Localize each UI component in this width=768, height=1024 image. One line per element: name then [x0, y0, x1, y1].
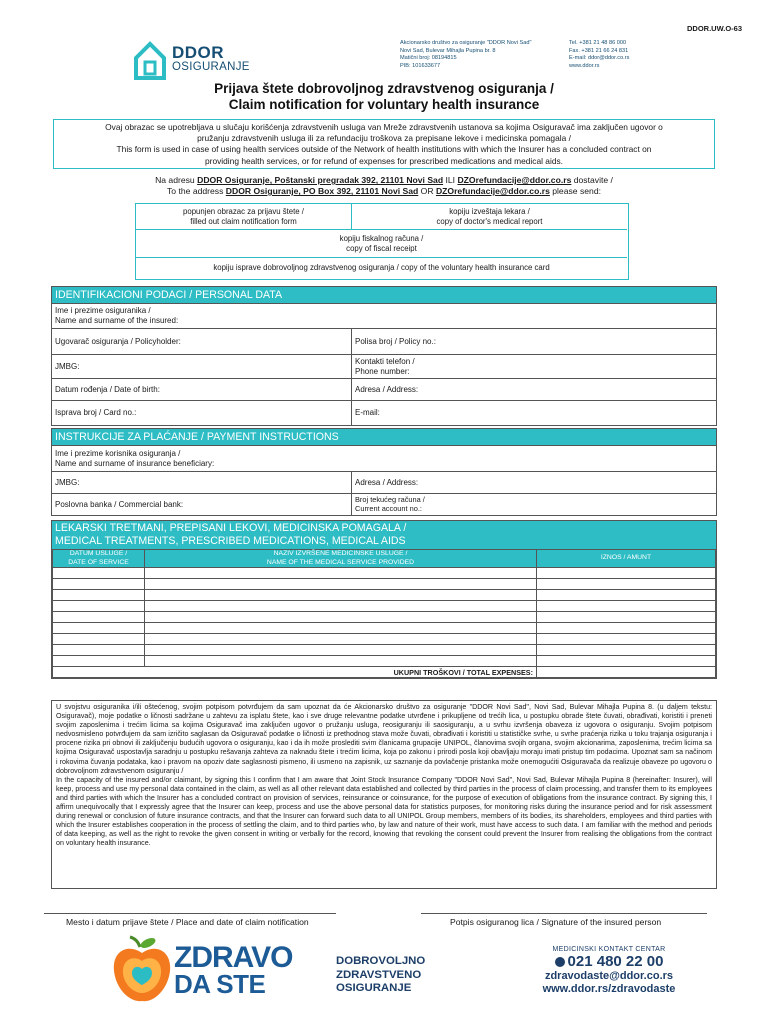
- section-heading: INSTRUKCIJE ZA PLAĆANJE / PAYMENT INSTRUCTIONS: [52, 429, 716, 445]
- doc-medical-report: [352, 204, 627, 230]
- zdravo-da-ste-logo: [174, 941, 293, 999]
- section-heading: IDENTIFIKACIONI PODACI / PERSONAL DATA: [52, 287, 716, 303]
- label: Polisa broj / Policy no.:: [355, 336, 436, 346]
- service-cell[interactable]: [145, 568, 537, 579]
- text: copy of fiscal receipt: [346, 243, 417, 253]
- date-cell[interactable]: [53, 579, 145, 590]
- center-website[interactable]: www.ddor.rs/zdravodaste: [542, 983, 676, 995]
- date-cell[interactable]: [53, 634, 145, 645]
- beneficiary-jmbg-field[interactable]: [52, 472, 352, 493]
- amount-cell[interactable]: [537, 645, 716, 656]
- text: please send:: [549, 186, 601, 196]
- date-cell[interactable]: [53, 601, 145, 612]
- label-line: ZDRAVSTVENO: [336, 968, 422, 981]
- service-cell[interactable]: [145, 590, 537, 601]
- table-row[interactable]: [53, 568, 716, 579]
- medical-contact-center: [534, 946, 684, 996]
- service-cell[interactable]: [145, 601, 537, 612]
- form-title-sr: Prijava štete dobrovoljnog zdravstvenog osiguranja /: [214, 81, 554, 96]
- table-row[interactable]: [53, 656, 716, 667]
- service-cell[interactable]: [145, 656, 537, 667]
- label: Adresa / Address:: [355, 384, 419, 394]
- text: dostavite /: [571, 175, 613, 185]
- section-heading: [52, 521, 716, 549]
- apple-heart-logo-icon: [110, 935, 174, 1007]
- beneficiary-address-field[interactable]: [352, 472, 716, 493]
- label: Adresa / Address:: [355, 477, 419, 487]
- label: Ime i prezime osiguranika /: [55, 306, 151, 315]
- refund-email-link[interactable]: DZOrefundacije@ddor.co.rs: [457, 175, 572, 185]
- logo-line: DA STE: [174, 969, 266, 999]
- amount-cell[interactable]: [537, 634, 716, 645]
- table-row[interactable]: [53, 579, 716, 590]
- email-field[interactable]: [352, 401, 716, 425]
- center-phone[interactable]: [534, 953, 684, 970]
- address-line: Akcionarsko društvo za osiguranje "DDOR Novi Sad": [400, 40, 532, 46]
- label: JMBG:: [55, 477, 80, 487]
- text: OR: [418, 186, 436, 196]
- text: To the address: [167, 186, 226, 196]
- total-label: UKUPNI TROŠKOVI / TOTAL EXPENSES:: [53, 667, 537, 678]
- contact-line: Tel. +381 21 48 86 000: [569, 40, 627, 46]
- date-cell[interactable]: [53, 612, 145, 623]
- place-date-line[interactable]: [44, 913, 336, 914]
- label: Name and surname of insurance beneficiary:: [55, 458, 215, 468]
- logo-sub: OSIGURANJE: [172, 61, 250, 73]
- policyholder-field[interactable]: [52, 329, 352, 354]
- text: kopiju fiskalnog računa /: [339, 233, 424, 243]
- insured-name-field[interactable]: [52, 304, 716, 328]
- payment-section: [51, 428, 717, 516]
- label: Ime i prezime korisnika osiguranja /: [55, 448, 181, 458]
- label: Phone number:: [355, 366, 410, 376]
- consent-en: In the capacity of the insured and/or claimant, by signing this I confirm that I am aware that Joint Stock Insurance Company "DDOR Novi Sad", Novi Sad, Bulevar Mihajla Pupina 8 (hereinafter: Insurer), will keep, process and use my personal data contained in the claim, as well as all other relevant data established and collected by third parties in the process of claim processing, and transfer them to its employees and third parties with which the Insurer has a concluded contract on provision of services, reinsurance or coinsurance, for the purpose of execution of obligations from the insurance contract. By signing this, I affirm unequivocally that I expressly agree that the Insurer can keep, process and use the above personal data for statistics purposes, for monitoring risks during the insurance period and for risk assessment during renewal or conclusion of future insurance contracts, and that the Insurer can forward such data to all UNIPOL Group members, members of its bodies, its shareholders, employees and third parties with which the Insurer establishes cooperation in the process of settling the claim, and to third parties who, by law and nature of their work, must have access to such data. I am familiar with the method and periods of data keeping, as well as the right to revoke the given consent in writing or verbally for the record, knowing that revoking the consent could prevent the Insurer from realising the obligations from the contract on voluntary health insurance.: [56, 775, 712, 848]
- intro-line: providing health services, or for refund of expenses for prescribed medications and medical aids.: [205, 155, 563, 166]
- doc-claim-form: [136, 204, 352, 230]
- send-address-en: [0, 186, 768, 197]
- account-field[interactable]: [352, 494, 716, 515]
- company-address: [400, 40, 531, 70]
- bank-field[interactable]: [52, 494, 352, 515]
- text: filled out claim notification form: [190, 216, 297, 226]
- service-cell[interactable]: [145, 634, 537, 645]
- required-documents-box: [135, 203, 629, 280]
- logo-brand: DDOR: [172, 43, 225, 62]
- text: ILI: [443, 175, 458, 185]
- intro-line: Ovaj obrazac se upotrebljava u slučaju korišćenja zdravstvenih usluga van Mreže zdravstvenih ustanova sa kojima Osiguravač ima zaključen ugovor o: [105, 122, 663, 132]
- date-cell[interactable]: [53, 645, 145, 656]
- date-cell[interactable]: [53, 590, 145, 601]
- amount-cell[interactable]: [537, 579, 716, 590]
- intro-line: pružanju zdravstvenih usluga ili za refundaciju troškova za prepisane lekove i medicinska pomagala /: [197, 133, 571, 144]
- personal-data-section: [51, 286, 717, 426]
- refund-email-link[interactable]: DZOrefundacije@ddor.co.rs: [435, 186, 550, 196]
- phone-field[interactable]: [352, 355, 716, 378]
- logo-text: [172, 44, 250, 74]
- label: Isprava broj / Card no.:: [55, 408, 137, 417]
- amount-cell[interactable]: [537, 656, 716, 667]
- intro-box: [53, 119, 715, 169]
- table-row[interactable]: [53, 645, 716, 656]
- table-header-row: [53, 550, 716, 568]
- dob-field[interactable]: [52, 379, 352, 400]
- text: NAZIV IZVRŠENE MEDICINSKE USLUGE /: [273, 550, 408, 557]
- col-amount: IZNOS / AMUNT: [537, 550, 716, 568]
- table-row[interactable]: [53, 634, 716, 645]
- date-cell[interactable]: [53, 656, 145, 667]
- label: JMBG:: [55, 361, 80, 371]
- heading-line: MEDICAL TREATMENTS, PRESCRIBED MEDICATIONS, MEDICAL AIDS: [55, 535, 406, 547]
- center-email[interactable]: zdravodaste@ddor.co.rs: [544, 970, 674, 982]
- label: Current account no.:: [355, 503, 422, 513]
- label: Poslovna banka / Commercial bank:: [55, 499, 184, 509]
- date-cell[interactable]: [53, 568, 145, 579]
- text: DATUM USLUGE /: [69, 550, 128, 557]
- contact-line: Fax. +381 21 66 24 831: [569, 47, 629, 54]
- service-cell[interactable]: [145, 645, 537, 656]
- text: Na adresu: [155, 175, 198, 185]
- doc-insurance-card: [136, 258, 627, 278]
- postal-address: DDOR Osiguranje, Poštanski pregradak 392, 21101 Novi Sad: [197, 175, 444, 185]
- col-service: [145, 550, 537, 568]
- label-line: OSIGURANJE: [336, 982, 412, 994]
- amount-cell[interactable]: [537, 590, 716, 601]
- label: Broj tekućeg računa /: [355, 494, 425, 504]
- send-address-sr: [0, 175, 768, 186]
- card-no-field[interactable]: [52, 401, 352, 425]
- text: DATE OF SERVICE: [68, 558, 129, 566]
- address-line: PIB: 101633677: [400, 62, 441, 69]
- company-contact: [569, 40, 629, 70]
- beneficiary-name-field[interactable]: [52, 446, 716, 471]
- document-code: DDOR.UW.O-63: [686, 24, 742, 33]
- text: kopiju isprave dobrovoljnog zdravstvenog osiguranja / copy of the voluntary health insurance card: [213, 263, 550, 272]
- service-cell[interactable]: [145, 612, 537, 623]
- address-line: Novi Sad, Bulevar Mihajla Pupina br. 8: [400, 47, 496, 54]
- phone-icon: [555, 957, 565, 967]
- service-cell[interactable]: [145, 579, 537, 590]
- address-field[interactable]: [352, 379, 716, 400]
- table-row[interactable]: [53, 590, 716, 601]
- label: E-mail:: [355, 408, 380, 417]
- postal-address: DDOR Osiguranje, PO Box 392, 21101 Novi Sad: [225, 186, 419, 196]
- phone-number: 021 480 22 00: [567, 953, 664, 970]
- doc-fiscal-receipt: [136, 230, 627, 258]
- table-row[interactable]: [53, 601, 716, 612]
- intro-line: This form is used in case of using health services outside of the Network of health institutions with which the Insurer has a concluded contract on: [116, 144, 652, 155]
- center-label: MEDICINSKI KONTAKT CENTAR: [552, 946, 666, 953]
- form-title-en: Claim notification for voluntary health insurance: [228, 97, 540, 112]
- label-line: DOBROVOLJNO: [336, 955, 426, 967]
- text: popunjen obrazac za prijavu štete /: [183, 206, 304, 216]
- table-row[interactable]: [53, 612, 716, 623]
- consent-text-box: [51, 700, 717, 889]
- label: Kontakti telefon /: [355, 356, 415, 366]
- policy-no-field[interactable]: [352, 329, 716, 354]
- medical-section: [51, 520, 717, 679]
- contact-line: www.ddor.rs: [569, 62, 600, 69]
- signature-label: Potpis osiguranog lica / Signature of the insured person: [450, 917, 662, 927]
- text: kopiju izveštaja lekara /: [449, 206, 530, 216]
- text: NAME OF THE MEDICAL SERVICE PROVIDED: [266, 558, 415, 566]
- col-date: [53, 550, 145, 568]
- amount-cell[interactable]: [537, 623, 716, 634]
- table-row[interactable]: [53, 623, 716, 634]
- label: Ugovarač osiguranja / Policyholder:: [55, 336, 181, 346]
- address-line: Matični broj: 08194815: [400, 55, 457, 62]
- medical-expenses-table: [52, 549, 716, 678]
- label: Datum rođenja / Date of birth:: [55, 384, 160, 394]
- service-cell[interactable]: [145, 623, 537, 634]
- jmbg-field[interactable]: [52, 355, 352, 378]
- total-row: [53, 667, 716, 678]
- contact-line: E-mail: ddor@ddor.co.rs: [569, 55, 630, 62]
- total-amount-cell[interactable]: [537, 667, 716, 678]
- amount-cell[interactable]: [537, 612, 716, 623]
- consent-sr: U svojstvu osiguranika i/ili oštećenog, svojim potpisom potvrđujem da sam upoznat da će Akcionarsko društvo za osiguranje "DDOR Novi Sad", Novi Sad, Bulevar Mihajla Pupina 8. (u daljem tekstu: Osiguravač), moje podatke o ličnosti sadržane u zahtevu za isplatu štete, kao i sve druge relevantne podatke utvrđene i prikupljene od trećih lica, u postupku obrade štete čuvati, obrađivati, koristiti i preneti svojim zaposlenima i trećim licima sa kojima Osiguravač ima zaključen ugovor o pružanju usluga, reosiguranju ili saosiguranju, a u svrhu izvršenja obaveza iz ugovora o osiguranju. Svojim potpisom nedvosmisleno potvrđujem da sam izričito saglasan da Osiguravač podatke o ličnosti iz prethodnog stava može čuvati, obrađivati i koristiti u statističke svrhe, u svrhe praćenja rizika u toku trajanja osiguranja i procene rizika pri obnovi ili zaključenju budućih ugovora o osiguranju, kao i da ih može proslediti svim članicama grupacije UNIPOL, članovima svojih organa, svojim akcionarima, zaposlenima, trećim licima sa kojima Osiguravač uspostavlja saradnju u postupku rešavanja zahteva za naknadu štete i trećim licima, koja po zakonu i prirodi posla koji obavljaju moraju imati pristup tim podacima. Upoznat sam sa načinom i rokovima čuvanja podataka, kao i pravom na opoziv date saglasnosti pismeno, ili usmeno na zapisnik, uz saznanje da povlačenje pristanka može onemogućiti Osiguravača da realizuje obaveze po ugovoru o dobrovoljnom zdravstvenom osiguranju /: [56, 703, 712, 775]
- label: Name and surname of the insured:: [55, 316, 179, 325]
- text: copy of doctor's medical report: [436, 216, 543, 226]
- voluntary-health-insurance-label: [336, 955, 425, 996]
- place-date-label: Mesto i datum prijave štete / Place and date of claim notification: [66, 917, 309, 927]
- logo-line: ZDRAVO: [174, 941, 293, 974]
- heading-line: LEKARSKI TRETMANI, PREPISANI LEKOVI, MEDICINSKA POMAGALA /: [55, 522, 407, 534]
- amount-cell[interactable]: [537, 568, 716, 579]
- date-cell[interactable]: [53, 623, 145, 634]
- signature-line[interactable]: [421, 913, 707, 914]
- amount-cell[interactable]: [537, 601, 716, 612]
